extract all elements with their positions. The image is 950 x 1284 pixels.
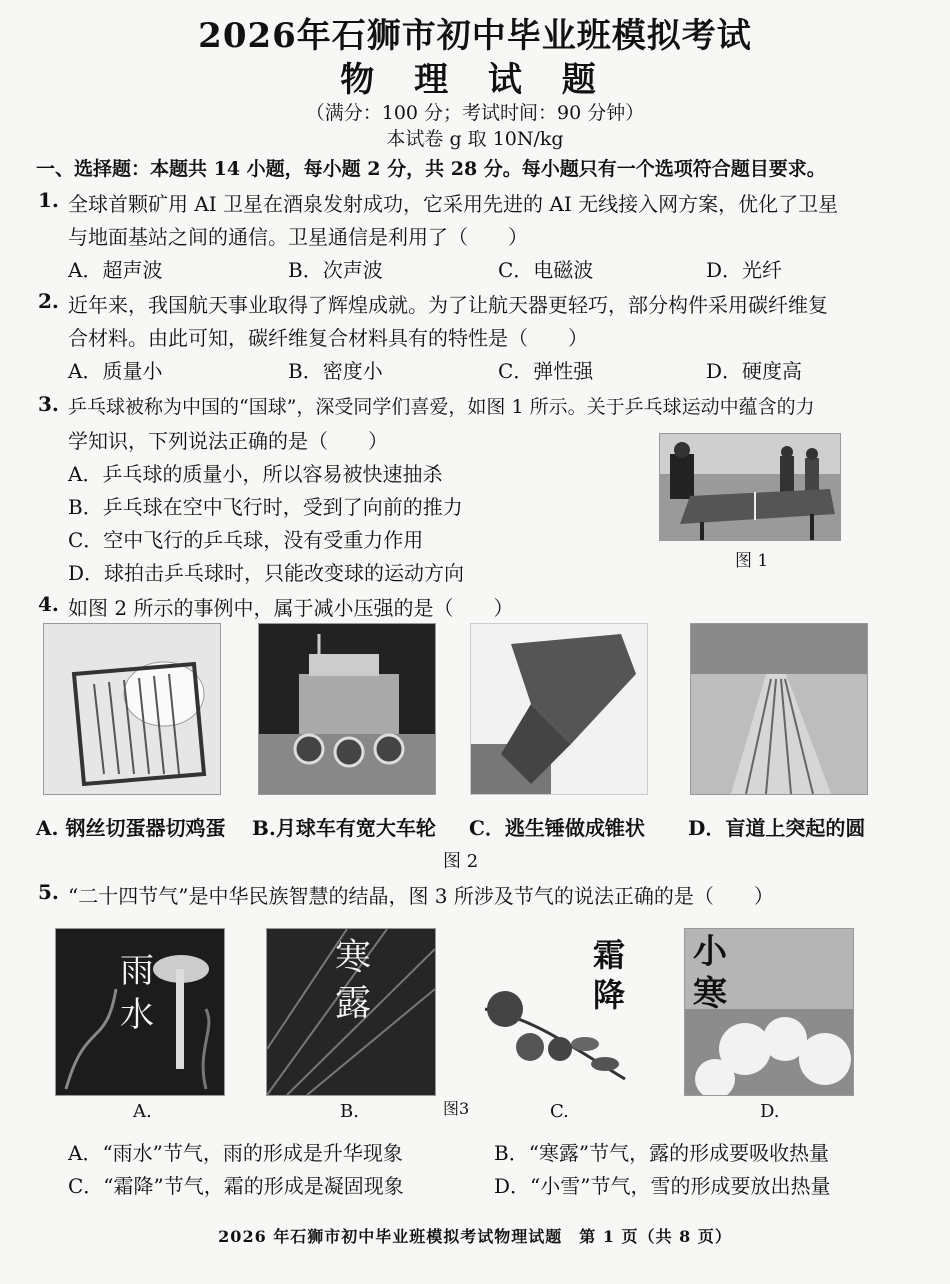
q1-number: 1. (38, 188, 59, 212)
q2-option-c[interactable]: C．弹性强 (498, 359, 594, 383)
q4-caption-b[interactable]: B.月球车有宽大车轮 (252, 816, 436, 840)
rain-water-poster (55, 928, 225, 1096)
q5-option-a[interactable]: A．“雨水”节气，雨的形成是升华现象 (68, 1141, 403, 1165)
q3-line1: 乒乓球被称为中国的“国球”，深受同学们喜爱，如图 1 所示。关于乒乓球运动中蕴含的力 (68, 396, 815, 418)
q3-option-b[interactable]: B．乒乓球在空中飞行时，受到了向前的推力 (68, 495, 463, 519)
q3-option-a[interactable]: A．乒乓球的质量小，所以容易被快速抽杀 (68, 462, 443, 486)
escape-hammer-photo (470, 623, 648, 795)
lunar-rover-photo (258, 623, 436, 795)
q5-number: 5. (38, 880, 59, 904)
q1-option-a[interactable]: A．超声波 (68, 258, 163, 282)
q5-option-c[interactable]: C．“霜降”节气，霜的形成是凝固现象 (68, 1174, 404, 1198)
figure-3-caption: 图3 (443, 1099, 470, 1118)
cold-dew-text: 寒露 (335, 937, 372, 1024)
q3-line2: 学知识，下列说法正确的是（ ） (68, 429, 388, 453)
exam-title: 2026年石狮市初中毕业班模拟考试 (198, 16, 752, 56)
q4-caption-a[interactable]: A. 钢丝切蛋器切鸡蛋 (36, 816, 226, 840)
q2-option-d[interactable]: D．硬度高 (706, 359, 803, 383)
q5-line1: “二十四节气”是中华民族智慧的结晶，图 3 所涉及节气的说法正确的是（ ） (68, 884, 774, 908)
q1-option-b[interactable]: B．次声波 (288, 258, 383, 282)
q1-line2: 与地面基站之间的通信。卫星通信是利用了（ ） (68, 225, 528, 249)
subject-title: 物 理 试 题 (340, 60, 610, 100)
q2-line1: 近年来，我国航天事业取得了辉煌成就。为了让航天器更轻巧，部分构件采用碳纤维复 (68, 293, 828, 317)
q4-line1: 如图 2 所示的事例中，属于减小压强的是（ ） (68, 596, 514, 620)
frost-descent-text: 霜降 (593, 936, 626, 1014)
q2-number: 2. (38, 289, 59, 313)
frost-descent-poster (474, 928, 644, 1096)
q4-caption-d[interactable]: D．盲道上突起的圆 (688, 816, 866, 840)
table-tennis-photo (659, 433, 841, 541)
q2-option-b[interactable]: B．密度小 (288, 359, 383, 383)
exam-info: （满分：100 分；考试时间：90 分钟） (305, 102, 645, 124)
q2-line2: 合材料。由此可知，碳纤维复合材料具有的特性是（ ） (68, 326, 588, 350)
figure-2-caption: 图 2 (443, 851, 479, 872)
egg-slicer-photo (43, 623, 221, 795)
q3-option-c[interactable]: C．空中飞行的乒乓球，没有受重力作用 (68, 528, 424, 552)
rain-water-text: 雨水 (120, 951, 154, 1035)
q1-line1: 全球首颗矿用 AI 卫星在酒泉发射成功，它采用先进的 AI 无线接入网方案，优化了卫星 (68, 192, 839, 216)
q5-option-b[interactable]: B．“寒露”节气，露的形成要吸收热量 (494, 1141, 830, 1165)
minor-cold-poster (684, 928, 854, 1096)
q3-number: 3. (38, 392, 59, 416)
section-heading: 一、选择题：本题共 14 小题，每小题 2 分，共 28 分。每小题只有一个选项符合题目要求。 (36, 158, 826, 180)
q5-option-d[interactable]: D．“小雪”节气，雪的形成要放出热量 (494, 1174, 831, 1198)
q5-image-label-c: C. (550, 1101, 569, 1122)
minor-cold-text: 小寒 (693, 932, 727, 1014)
q3-option-d[interactable]: D．球拍击乒乓球时，只能改变球的运动方向 (68, 561, 465, 585)
q1-option-d[interactable]: D．光纤 (706, 258, 783, 282)
tactile-paving-photo (690, 623, 868, 795)
q4-caption-c[interactable]: C．逃生锤做成锥状 (469, 816, 645, 840)
q2-option-a[interactable]: A．质量小 (68, 359, 163, 383)
q4-number: 4. (38, 592, 59, 616)
cold-dew-poster (266, 928, 436, 1096)
figure-1-caption: 图 1 (735, 551, 769, 571)
g-note: 本试卷 g 取 10N/kg (386, 128, 564, 150)
q5-image-label-d: D. (760, 1101, 780, 1122)
q5-image-label-b: B. (340, 1101, 359, 1122)
page-footer: 2026 年石狮市初中毕业班模拟考试物理试题 第 1 页（共 8 页） (218, 1227, 732, 1246)
q1-option-c[interactable]: C．电磁波 (498, 258, 594, 282)
q5-image-label-a: A. (133, 1101, 152, 1122)
